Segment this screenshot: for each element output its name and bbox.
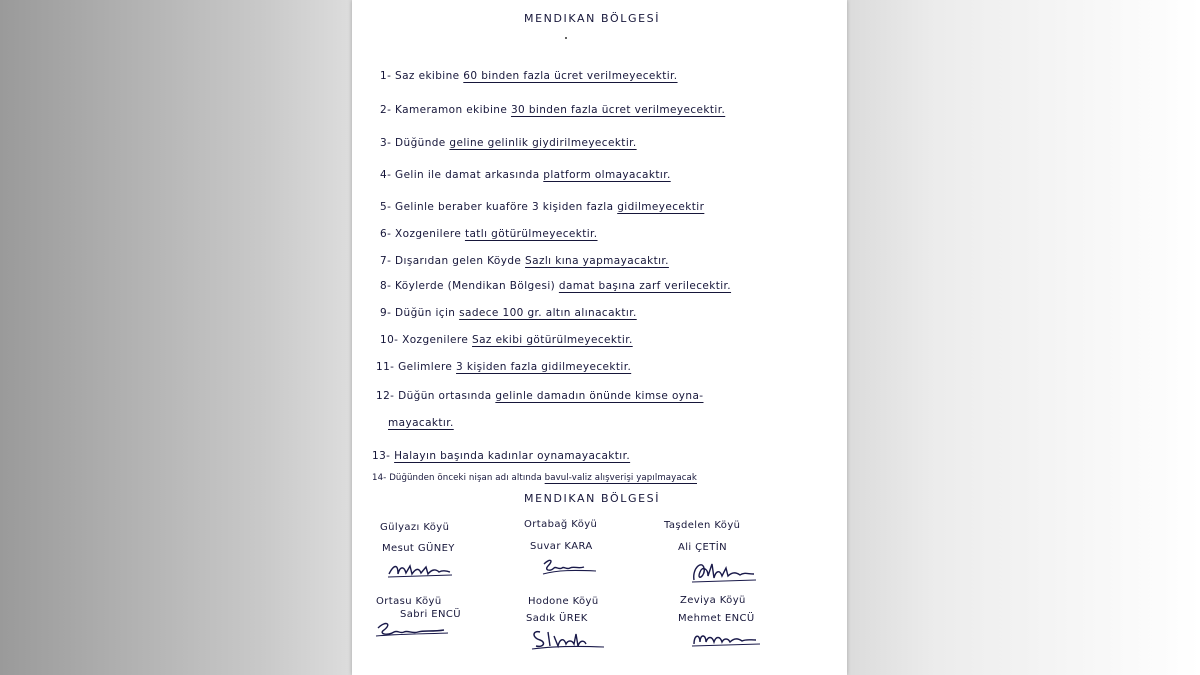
signatory-name: Sabri ENCÜ bbox=[400, 609, 461, 620]
item-text: Kameramon ekibine bbox=[395, 104, 508, 116]
item-underlined-text: mayacaktır. bbox=[388, 417, 454, 429]
signature-1 bbox=[386, 560, 456, 582]
signature-4 bbox=[372, 618, 452, 640]
item-text: Xozgenilere bbox=[395, 228, 462, 240]
list-item bbox=[380, 137, 637, 149]
list-item bbox=[380, 255, 669, 267]
item-number: 13- bbox=[372, 450, 391, 462]
ink-dot bbox=[565, 37, 567, 39]
item-text: Gelimlere bbox=[398, 361, 453, 373]
village-name: Gülyazı Köyü bbox=[380, 522, 450, 533]
item-underlined-text: 3 kişiden fazla gidilmeyecektir. bbox=[456, 361, 632, 373]
item-underlined-text: 30 binden fazla ücret verilmeyecektir. bbox=[510, 104, 726, 116]
item-number: 2- bbox=[380, 104, 392, 116]
item-underlined-text: bavul-valiz alışverişi yapılmayacak bbox=[544, 473, 697, 483]
signatory-name: Ali ÇETİN bbox=[678, 542, 728, 553]
page-title: MENDIKAN BÖLGESİ bbox=[524, 12, 661, 25]
item-text: Saz ekibine bbox=[395, 70, 460, 82]
item-underlined-text: tatlı götürülmeyecektir. bbox=[464, 228, 598, 240]
item-text: Köylerde (Mendikan Bölgesi) bbox=[395, 280, 556, 292]
item-text: Düğün ortasında bbox=[398, 390, 492, 402]
item-number: 14- bbox=[372, 473, 387, 483]
item-number: 5- bbox=[380, 201, 392, 213]
item-number: 7- bbox=[380, 255, 392, 267]
list-item bbox=[372, 450, 630, 462]
item-underlined-text: Halayın başında kadınlar oynamayacaktır. bbox=[394, 450, 631, 462]
list-item bbox=[376, 390, 704, 402]
list-item bbox=[380, 334, 633, 346]
item-underlined-text: Saz ekibi götürülmeyecektir. bbox=[472, 334, 633, 346]
item-number: 8- bbox=[380, 280, 392, 292]
item-number: 12- bbox=[376, 390, 395, 402]
signatory-name: Sadık ÜREK bbox=[526, 613, 588, 624]
signature-5 bbox=[528, 626, 608, 652]
item-text: Düğünden önceki nişan adı altında bbox=[389, 473, 542, 483]
signatory-name: Suvar KARA bbox=[530, 541, 593, 552]
signature-6 bbox=[688, 626, 768, 650]
item-text: Gelin ile damat arkasında bbox=[395, 169, 540, 181]
item-number: 11- bbox=[376, 361, 395, 373]
item-text: Dışarıdan gelen Köyde bbox=[395, 255, 522, 267]
signatory-name: Mehmet ENCÜ bbox=[678, 613, 755, 624]
item-text: Düğün için bbox=[395, 307, 456, 319]
village-name: Ortabağ Köyü bbox=[524, 519, 598, 530]
list-item-continuation bbox=[388, 417, 454, 429]
village-name: Taşdelen Köyü bbox=[664, 520, 741, 531]
list-item bbox=[376, 361, 631, 373]
list-item bbox=[380, 70, 678, 82]
item-text: Gelinle beraber kuaföre 3 kişiden fazla bbox=[395, 201, 614, 213]
signature-2 bbox=[540, 556, 600, 578]
signature-3 bbox=[688, 558, 760, 586]
item-underlined-text: 60 binden fazla ücret verilmeyecektir. bbox=[463, 70, 678, 82]
item-underlined-text: Sazlı kına yapmayacaktır. bbox=[525, 255, 669, 267]
list-item bbox=[380, 280, 731, 292]
item-underlined-text: platform olmayacaktır. bbox=[543, 169, 671, 181]
item-underlined-text: gidilmeyecektir bbox=[617, 201, 705, 213]
list-item bbox=[380, 201, 704, 213]
village-name: Hodone Köyü bbox=[528, 596, 599, 607]
item-text: Düğünde bbox=[395, 137, 446, 149]
list-item bbox=[380, 169, 671, 181]
item-underlined-text: gelinle damadın önünde kimse oyna- bbox=[495, 390, 704, 402]
signature-heading: MENDIKAN BÖLGESİ bbox=[524, 492, 661, 505]
item-number: 3- bbox=[380, 137, 392, 149]
list-item bbox=[380, 228, 598, 240]
item-underlined-text: geline gelinlik giydirilmeyecektir. bbox=[449, 137, 637, 149]
village-name: Ortasu Köyü bbox=[376, 596, 442, 607]
item-underlined-text: sadece 100 gr. altın alınacaktır. bbox=[459, 307, 637, 319]
item-number: 10- bbox=[380, 334, 399, 346]
village-name: Zeviya Köyü bbox=[680, 595, 746, 606]
item-number: 6- bbox=[380, 228, 392, 240]
list-item bbox=[372, 473, 697, 483]
item-number: 9- bbox=[380, 307, 392, 319]
document-page bbox=[352, 0, 847, 675]
signatory-name: Mesut GÜNEY bbox=[382, 543, 455, 554]
item-number: 1- bbox=[380, 70, 392, 82]
item-underlined-text: damat başına zarf verilecektir. bbox=[558, 280, 732, 292]
item-text: Xozgenilere bbox=[402, 334, 469, 346]
item-number: 4- bbox=[380, 169, 392, 181]
list-item bbox=[380, 307, 637, 319]
list-item bbox=[380, 104, 725, 116]
